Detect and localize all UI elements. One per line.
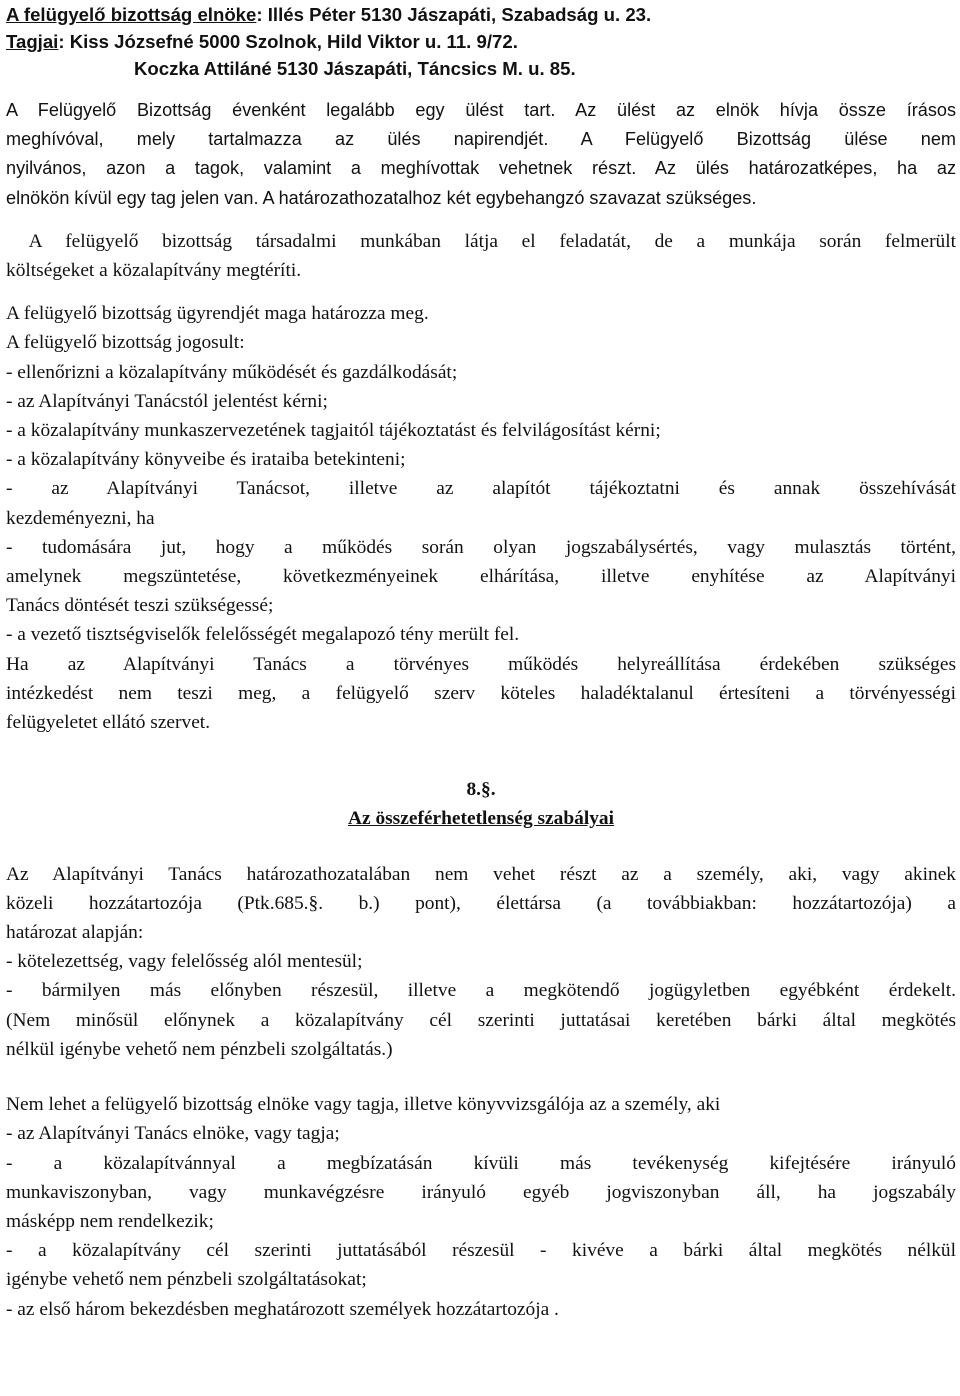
text-line: Az Alapítványi Tanács határozathozatalában nem vehet részt az a személy, aki, vagy akinek bbox=[6, 863, 956, 885]
member-line-3: Koczka Attiláné 5130 Jászapáti, Táncsics M. u. 85. bbox=[134, 58, 576, 79]
list-item: - a közalapítvány munkaszervezetének tagjaitól tájékoztatást és felvilágosítást kérni; bbox=[6, 420, 661, 442]
powers-intro: A felügyelő bizottság jogosult: bbox=[6, 332, 245, 354]
list-item-cont: kezdeményezni, ha bbox=[6, 507, 155, 529]
list-item-cont: igénybe vehető nem pénzbeli szolgáltatásokat; bbox=[6, 1269, 367, 1291]
list-item: - a közalapítvánnyal a megbízatásán kívüli más tevékenység kifejtésére irányuló bbox=[6, 1152, 956, 1174]
text-line: közeli hozzátartozója (Ptk.685.§. b.) pont), élettársa (a továbbiakban: hozzátartozója) a bbox=[6, 892, 956, 914]
list-item-cont: munkaviszonyban, vagy munkavégzésre irányuló egyéb jogviszonyban áll, ha jogszabály bbox=[6, 1181, 956, 1203]
text-line: A Felügyelő Bizottság évenként legalább egy ülést tart. Az ülést az elnök hívja össze írásos bbox=[6, 100, 956, 120]
members-label: Tagjai bbox=[6, 31, 59, 52]
members-line bbox=[6, 28, 956, 55]
text-line: felügyeletet ellátó szervet. bbox=[6, 712, 211, 734]
chair-label: A felügyelő bizottság elnöke bbox=[6, 4, 257, 25]
members-value: : Kiss Józsefné 5000 Szolnok, Hild Viktor u. 11. 9/72. bbox=[58, 31, 518, 52]
list-item-cont: másképp nem rendelkezik; bbox=[6, 1210, 214, 1232]
section-title: Az összeférhetetlenség szabályai bbox=[347, 808, 614, 830]
list-item: - az Alapítványi Tanács elnöke, vagy tagja; bbox=[6, 1123, 340, 1145]
text-line: A felügyelő bizottság társadalmi munkában látja el feladatát, de a munkája során felmerült bbox=[6, 230, 956, 252]
meetings-paragraph bbox=[6, 96, 956, 213]
rules-line: A felügyelő bizottság ügyrendjét maga határozza meg. bbox=[6, 303, 429, 325]
text-line: nélkül igénybe vehető nem pénzbeli szolgáltatás.) bbox=[6, 1038, 393, 1060]
list-item: - a vezető tisztségviselők felelősségét megalapozó tény merült fel. bbox=[6, 624, 520, 646]
text-line: határozat alapján: bbox=[6, 922, 144, 944]
text-line: Ha az Alapítványi Tanács a törvényes működés helyreállítása érdekében szükséges bbox=[6, 653, 956, 675]
social-work-paragraph bbox=[6, 227, 956, 285]
list-item: - ellenőrizni a közalapítvány működését és gazdálkodását; bbox=[6, 361, 458, 383]
list-item: - a közalapítvány cél szerinti juttatásából részesül - kivéve a bárki által megkötés nélkül bbox=[6, 1240, 956, 1262]
text-line: elnökön kívül egy tag jelen van. A határozathozatalhoz két egybehangzó szavazat szükséges. bbox=[6, 187, 757, 208]
text-line: (Nem minősül előnynek a közalapítvány cél szerinti juttatásai keretében bárki által megkötés bbox=[6, 1009, 956, 1031]
list-item-cont: Tanács döntését teszi szükségessé; bbox=[6, 595, 274, 617]
list-item: - tudomására jut, hogy a működés során olyan jogszabálysértés, vagy mulasztás történt, bbox=[6, 536, 956, 558]
list-item: - kötelezettség, vagy felelősség alól mentesül; bbox=[6, 951, 363, 973]
list-item: - az első három bekezdésben meghatározott személyek hozzátartozója . bbox=[6, 1298, 559, 1320]
text-line: intézkedést nem teszi meg, a felügyelő szerv köteles haladéktalanul értesíteni a törvényességi bbox=[6, 682, 956, 704]
list-item: - az Alapítványi Tanácsot, illetve az alapítót tájékoztatni és annak összehívását bbox=[6, 478, 956, 500]
powers-section bbox=[6, 299, 956, 737]
text-line: Nem lehet a felügyelő bizottság elnöke vagy tagja, illetve könyvvizsgálója az a személy, aki bbox=[6, 1094, 721, 1116]
conflict-paragraph bbox=[6, 860, 956, 1064]
text-line: nyilvános, azon a tagok, valamint a meghívottak vehetnek részt. Az ülés határozatképes, ha az bbox=[6, 158, 956, 179]
document-page bbox=[6, 0, 956, 1324]
text-line: költségeket a közalapítvány megtéríti. bbox=[6, 260, 302, 282]
list-item: - az Alapítványi Tanácstól jelentést kérni; bbox=[6, 390, 328, 412]
supervisory-board-members bbox=[6, 1, 956, 82]
board-eligibility-paragraph bbox=[6, 1090, 956, 1324]
chair-line bbox=[6, 1, 956, 28]
section-number: 8.§. bbox=[466, 779, 496, 801]
list-item-cont: amelynek megszüntetése, következményeinek elhárítása, illetve enyhítése az Alapítványi bbox=[6, 566, 956, 588]
text-line: meghívóval, mely tartalmazza az ülés napirendjét. A Felügyelő Bizottság ülése nem bbox=[6, 129, 956, 150]
chair-value: : Illés Péter 5130 Jászapáti, Szabadság u. 23. bbox=[256, 4, 652, 25]
list-item: - a közalapítvány könyveibe és irataiba betekinteni; bbox=[6, 449, 406, 471]
list-item: - bármilyen más előnyben részesül, illetve a megkötendő jogügyletben egyébként érdekelt. bbox=[6, 980, 956, 1002]
